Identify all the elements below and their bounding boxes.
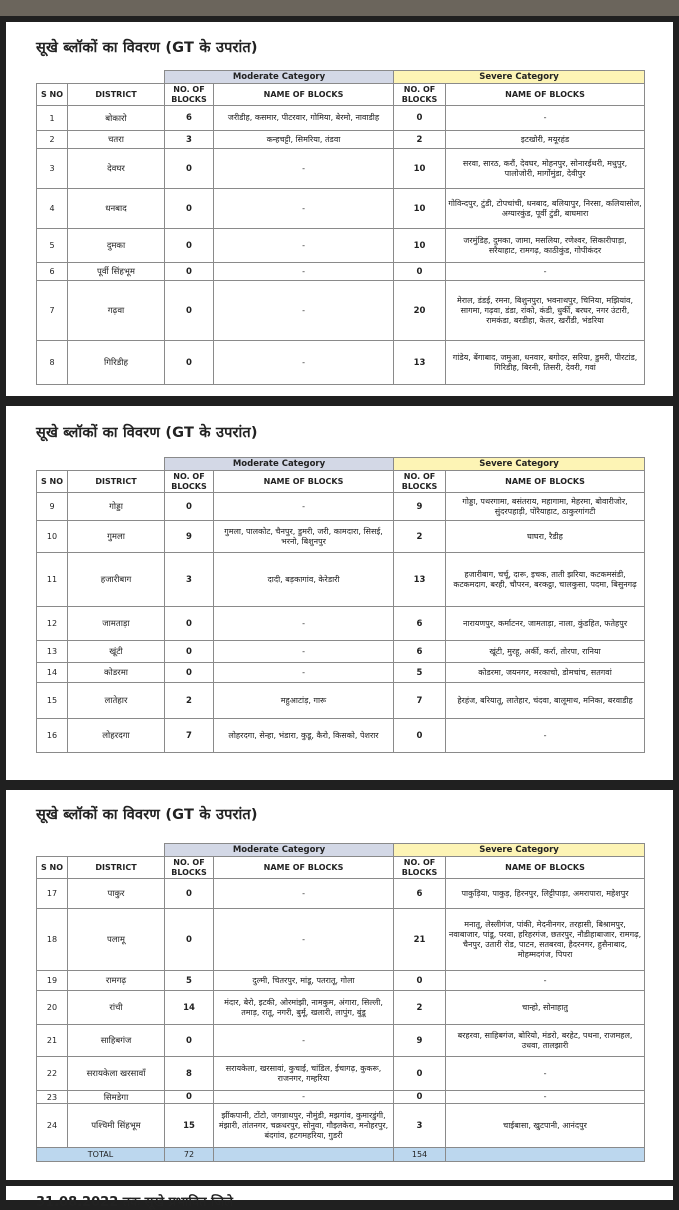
moderate-count-cell: 2: [165, 683, 214, 719]
table-row: [37, 263, 645, 281]
sno-cell: 16: [37, 719, 68, 753]
moderate-blocks-cell: कन्हचट्टी, सिमरिया, तंडवा: [214, 131, 394, 149]
severe-blocks-cell: जरमुंडिह, दुमका, जामा, मसलिया, रणेश्वर, सिकारीपाड़ा, सरैयाहाट, रामगढ़, काठीकुंड, गोपीकंदर: [446, 229, 645, 263]
severe-count-cell: 21: [394, 909, 446, 971]
severe-category-header: Severe Category: [394, 71, 645, 84]
next-section-heading: 31.08.2022 तक सूखे प्रभावित जिले: [36, 1195, 233, 1210]
drought-blocks-table: [36, 70, 645, 385]
moderate-count-cell: 0: [165, 189, 214, 229]
moderate-blocks-cell: -: [214, 879, 394, 909]
severe-count-cell: 0: [394, 971, 446, 991]
top-strip: [0, 0, 679, 16]
sno-cell: 7: [37, 281, 68, 341]
sno-cell: 8: [37, 341, 68, 385]
severe-count-cell: 0: [394, 1057, 446, 1091]
sno-cell: 11: [37, 553, 68, 607]
severe-count-cell: 10: [394, 229, 446, 263]
sno-header: S NO: [37, 857, 68, 879]
district-cell: कोडरमा: [68, 663, 165, 683]
moderate-count-cell: 15: [165, 1104, 214, 1148]
district-cell: लोहरदगा: [68, 719, 165, 753]
moderate-total: 72: [165, 1148, 214, 1162]
moderate-blocks-cell: -: [214, 663, 394, 683]
severe-category-header: Severe Category: [394, 458, 645, 471]
district-cell: बोकारो: [68, 106, 165, 131]
table-row: [37, 607, 645, 641]
severe-blocks-cell: -: [446, 106, 645, 131]
severe-count-cell: 0: [394, 263, 446, 281]
district-cell: चतरा: [68, 131, 165, 149]
severe-blocks-cell: हजारीबाग, चर्चू, दारू, इचक, ताती झरिया, कटकमसंडी, कटकमदाग, बरही, चौपरन, बरकट्ठा, चालकुसा, पदमा, बिसुनगढ़: [446, 553, 645, 607]
district-cell: साहिबगंज: [68, 1025, 165, 1057]
severe-blocks-cell: मनातू, लेस्लीगंज, पांकी, मेदनीनगर, तरहासी, बिश्रामपुर, नवाबाजार, पांडू, परवा, हरिहरगंज, छतरपुर, नौडीहाबाजार, रामगढ़, चैनपुर, उतारी रोड, पाटन, सतबरवा, हैदरनगर, हुसैनाबाद, मोहम्मदगंज, पिपरा: [446, 909, 645, 971]
severe-blocks-cell: -: [446, 263, 645, 281]
sno-cell: 22: [37, 1057, 68, 1091]
district-cell: पाकुर: [68, 879, 165, 909]
sno-cell: 6: [37, 263, 68, 281]
sno-cell: 2: [37, 131, 68, 149]
moderate-count-cell: 6: [165, 106, 214, 131]
section-title: सूखे ब्लॉकों का विवरण (GT के उपरांत): [36, 425, 258, 441]
table-row: [37, 229, 645, 263]
sno-cell: 12: [37, 607, 68, 641]
table-row: [37, 909, 645, 971]
moderate-count-cell: 0: [165, 281, 214, 341]
severe-blocks-cell: -: [446, 1091, 645, 1104]
table-row: [37, 991, 645, 1025]
moderate-count-cell: 3: [165, 131, 214, 149]
sno-cell: 15: [37, 683, 68, 719]
next-section-peek: [6, 1186, 673, 1210]
severe-count-cell: 9: [394, 1025, 446, 1057]
section-title: सूखे ब्लॉकों का विवरण (GT के उपरांत): [36, 40, 258, 56]
table-row: [37, 1025, 645, 1057]
severe-count-cell: 6: [394, 607, 446, 641]
district-header: DISTRICT: [68, 84, 165, 106]
moderate-count-cell: 9: [165, 521, 214, 553]
district-cell: रांची: [68, 991, 165, 1025]
severe-blocks-cell: गोड्डा, पथरगामा, बसंतराय, महागामा, मेहरमा, बोवारीजोर, सुंदरपहाड़ी, पोरैयाहाट, ठाकुरगांगटी: [446, 493, 645, 521]
moderate-category-header: Moderate Category: [165, 844, 394, 857]
severe-count-cell: 3: [394, 1104, 446, 1148]
severe-blocks-cell: -: [446, 719, 645, 753]
severe-blocks-cell: सरवा, सारठ, करौं, देवघर, मोहनपुर, सोनारईथरी, मधुपुर, पालोजोरी, मार्गोमुंडा, देवीपुर: [446, 149, 645, 189]
section-title: सूखे ब्लॉकों का विवरण (GT के उपरांत): [36, 807, 258, 823]
severe-blocks-cell: -: [446, 971, 645, 991]
table-row: [37, 493, 645, 521]
moderate-blocks-cell: -: [214, 263, 394, 281]
moderate-blocks-cell: -: [214, 189, 394, 229]
table-row: [37, 719, 645, 753]
table-row: [37, 553, 645, 607]
sno-cell: 20: [37, 991, 68, 1025]
sno-cell: 23: [37, 1091, 68, 1104]
moderate-count-header: NO. OF BLOCKS: [165, 471, 214, 493]
moderate-blocks-cell: सरायकेला, खरसावां, कुचाई, चांडिल, ईचागढ़, कुकरू, राजनगर, गम्हरिया: [214, 1057, 394, 1091]
district-cell: जामताड़ा: [68, 607, 165, 641]
moderate-blocks-cell: गुमला, पालकोट, चैनपुर, डुमरी, जरी, कामदारा, सिसई, भरनो, बिशुनपुर: [214, 521, 394, 553]
sno-cell: 17: [37, 879, 68, 909]
moderate-count-cell: 0: [165, 909, 214, 971]
severe-count-cell: 0: [394, 106, 446, 131]
moderate-count-cell: 7: [165, 719, 214, 753]
table-row: [37, 1104, 645, 1148]
sno-header: S NO: [37, 84, 68, 106]
severe-count-cell: 7: [394, 683, 446, 719]
sno-cell: 13: [37, 641, 68, 663]
severe-blocks-cell: मेराल, डंडई, रमना, बिशुनपुरा, भवनाथपुर, चिनिया, मझियांव, सागमा, गढ़वा, डंडा, रांको, कंडी, धुर्की, बरघर, नगर उंटारी, रामकंडा, बरडीहा, केतर, खरौंडी, भंडरिया: [446, 281, 645, 341]
moderate-count-cell: 0: [165, 149, 214, 189]
moderate-count-cell: 0: [165, 229, 214, 263]
severe-blocks-cell: -: [446, 1057, 645, 1091]
sno-cell: 5: [37, 229, 68, 263]
table-row: [37, 1091, 645, 1104]
sno-cell: 1: [37, 106, 68, 131]
sno-cell: 10: [37, 521, 68, 553]
sno-cell: 3: [37, 149, 68, 189]
severe-category-header: Severe Category: [394, 844, 645, 857]
severe-count-header: NO. OF BLOCKS: [394, 471, 446, 493]
district-cell: पलामू: [68, 909, 165, 971]
moderate-count-cell: 0: [165, 607, 214, 641]
district-cell: धनबाद: [68, 189, 165, 229]
moderate-count-cell: 0: [165, 493, 214, 521]
severe-blocks-cell: गांडेय, बेंगाबाद, जमुआ, धनवार, बगोदर, सरिया, डुमरी, पीरटांड, गिरिडीह, बिरनी, तिसरी, देवरी, गवां: [446, 341, 645, 385]
district-header: DISTRICT: [68, 857, 165, 879]
table-row: [37, 189, 645, 229]
total-label: TOTAL: [37, 1148, 165, 1162]
severe-blocks-cell: खूंटी, मुरहू, अर्की, कर्रा, तोरपा, रानिया: [446, 641, 645, 663]
severe-count-cell: 10: [394, 149, 446, 189]
severe-count-cell: 6: [394, 879, 446, 909]
severe-count-cell: 0: [394, 1091, 446, 1104]
moderate-count-cell: 3: [165, 553, 214, 607]
severe-blocks-cell: कोडरमा, जयनगर, मरकाचो, डोमचांच, सतगवां: [446, 663, 645, 683]
moderate-category-header: Moderate Category: [165, 458, 394, 471]
district-cell: दुमका: [68, 229, 165, 263]
table-row: [37, 106, 645, 131]
moderate-count-cell: 14: [165, 991, 214, 1025]
moderate-count-cell: 0: [165, 663, 214, 683]
sno-cell: 19: [37, 971, 68, 991]
severe-count-header: NO. OF BLOCKS: [394, 84, 446, 106]
moderate-blocks-cell: -: [214, 641, 394, 663]
severe-blocks-cell: घाघरा, रैडीह: [446, 521, 645, 553]
sno-cell: 4: [37, 189, 68, 229]
table-row: [37, 663, 645, 683]
moderate-blocks-cell: -: [214, 1025, 394, 1057]
moderate-blocks-cell: -: [214, 281, 394, 341]
district-cell: पूर्वी सिंहभूम: [68, 263, 165, 281]
moderate-blocks-cell: जरीडीह, कसमार, पीटरवार, गोमिया, बेरमो, नावाडीह: [214, 106, 394, 131]
drought-blocks-table: [36, 457, 645, 753]
district-cell: खूंटी: [68, 641, 165, 663]
total-row: [37, 1148, 645, 1162]
section-panel-2: [6, 406, 673, 780]
district-cell: सिमडेगा: [68, 1091, 165, 1104]
sno-cell: 9: [37, 493, 68, 521]
severe-blocks-cell: पाकुड़िया, पाकुड़, हिरनपुर, लिट्टीपाड़ा, अमरापारा, महेशपुर: [446, 879, 645, 909]
section-panel-3: [6, 790, 673, 1180]
district-cell: गुमला: [68, 521, 165, 553]
severe-total: 154: [394, 1148, 446, 1162]
table-row: [37, 1057, 645, 1091]
moderate-blocks-cell: -: [214, 1091, 394, 1104]
moderate-blocks-cell: महुआटांड़, गारू: [214, 683, 394, 719]
sno-header: S NO: [37, 471, 68, 493]
moderate-count-cell: 5: [165, 971, 214, 991]
severe-names-header: NAME OF BLOCKS: [446, 84, 645, 106]
moderate-blocks-cell: मंदार, बेरो, इटकी, ओरमांझी, नामकुम, अंगारा, सिल्ली, तमाड़, रातू, नगरी, बुर्मू, खलारी, लापुंग, बुंडू: [214, 991, 394, 1025]
moderate-blocks-cell: दुल्मी, चितरपुर, मांडू, पतरातू, गोला: [214, 971, 394, 991]
severe-count-cell: 6: [394, 641, 446, 663]
moderate-blocks-cell: -: [214, 607, 394, 641]
sno-cell: 24: [37, 1104, 68, 1148]
severe-names-header: NAME OF BLOCKS: [446, 471, 645, 493]
moderate-blocks-cell: दादी, बड़कागांव, केरेडारी: [214, 553, 394, 607]
moderate-blocks-cell: झींकपानी, टोंटो, जगन्नाथपुर, नौमुंडी, मझगांव, कुमारडुंगी, मंझारी, तांतनगर, चक्रधरपुर, सोनुवा, गौइलकेरा, मनोहरपुर, बंदगांव, हटगमहरिया, गुडरी: [214, 1104, 394, 1148]
district-cell: सरायकेला खरसावाँ: [68, 1057, 165, 1091]
district-cell: गोड्डा: [68, 493, 165, 521]
district-cell: रामगढ़: [68, 971, 165, 991]
district-cell: देवघर: [68, 149, 165, 189]
severe-count-cell: 9: [394, 493, 446, 521]
table-row: [37, 281, 645, 341]
moderate-count-header: NO. OF BLOCKS: [165, 84, 214, 106]
district-cell: हजारीबाग: [68, 553, 165, 607]
severe-blocks-cell: बरहरवा, साहिबगंज, बोरियो, मंडरो, बरहेट, पथना, राजमहल, उधवा, तालझारी: [446, 1025, 645, 1057]
table-row: [37, 641, 645, 663]
district-cell: गिरिडीह: [68, 341, 165, 385]
severe-count-cell: 13: [394, 341, 446, 385]
moderate-count-cell: 0: [165, 879, 214, 909]
table-row: [37, 971, 645, 991]
severe-count-cell: 2: [394, 991, 446, 1025]
table-row: [37, 341, 645, 385]
table-row: [37, 521, 645, 553]
district-header: DISTRICT: [68, 471, 165, 493]
moderate-count-cell: 0: [165, 341, 214, 385]
moderate-count-cell: 0: [165, 1025, 214, 1057]
severe-blocks-cell: चाईबासा, खुटपानी, आनंदपुर: [446, 1104, 645, 1148]
severe-names-header: NAME OF BLOCKS: [446, 857, 645, 879]
section-panel-1: [6, 22, 673, 396]
severe-blocks-cell: गोविन्दपुर, टुंडी, टोपचांची, धनबाद, बलियापुर, निरसा, कलियासोल, अग्यारकुंड, पूर्वी टुंडी, बाघमारा: [446, 189, 645, 229]
sno-cell: 21: [37, 1025, 68, 1057]
sno-cell: 14: [37, 663, 68, 683]
moderate-count-cell: 0: [165, 1091, 214, 1104]
moderate-blocks-cell: -: [214, 909, 394, 971]
moderate-blocks-cell: -: [214, 149, 394, 189]
severe-count-cell: 10: [394, 189, 446, 229]
moderate-count-cell: 8: [165, 1057, 214, 1091]
severe-blocks-cell: चान्हो, सोनाहातु: [446, 991, 645, 1025]
severe-count-cell: 5: [394, 663, 446, 683]
moderate-category-header: Moderate Category: [165, 71, 394, 84]
moderate-names-header: NAME OF BLOCKS: [214, 84, 394, 106]
sno-cell: 18: [37, 909, 68, 971]
moderate-names-header: NAME OF BLOCKS: [214, 857, 394, 879]
severe-count-cell: 0: [394, 719, 446, 753]
district-cell: लातेहार: [68, 683, 165, 719]
moderate-count-cell: 0: [165, 641, 214, 663]
severe-count-header: NO. OF BLOCKS: [394, 857, 446, 879]
moderate-blocks-cell: लोहरदगा, सेन्हा, भंडारा, कुडू, कैरो, किसको, पेशरार: [214, 719, 394, 753]
severe-count-cell: 20: [394, 281, 446, 341]
moderate-blocks-cell: -: [214, 229, 394, 263]
table-row: [37, 879, 645, 909]
severe-blocks-cell: नारायणपुर, कर्माटनर, जामताड़ा, नाला, कुंडहित, फतेहपुर: [446, 607, 645, 641]
moderate-names-header: NAME OF BLOCKS: [214, 471, 394, 493]
moderate-blocks-cell: -: [214, 341, 394, 385]
severe-count-cell: 2: [394, 521, 446, 553]
severe-count-cell: 2: [394, 131, 446, 149]
district-cell: पश्चिमी सिंहभूम: [68, 1104, 165, 1148]
table-row: [37, 683, 645, 719]
severe-blocks-cell: इटखोरी, मयूरहंड: [446, 131, 645, 149]
table-row: [37, 149, 645, 189]
severe-blocks-cell: हेरहंज, बरियातू, लातेहार, चंदवा, बालूमाथ, मनिका, बरवाडीह: [446, 683, 645, 719]
moderate-count-cell: 0: [165, 263, 214, 281]
moderate-count-header: NO. OF BLOCKS: [165, 857, 214, 879]
moderate-blocks-cell: -: [214, 493, 394, 521]
severe-count-cell: 13: [394, 553, 446, 607]
table-row: [37, 131, 645, 149]
drought-blocks-table: [36, 843, 645, 1162]
district-cell: गढ़वा: [68, 281, 165, 341]
